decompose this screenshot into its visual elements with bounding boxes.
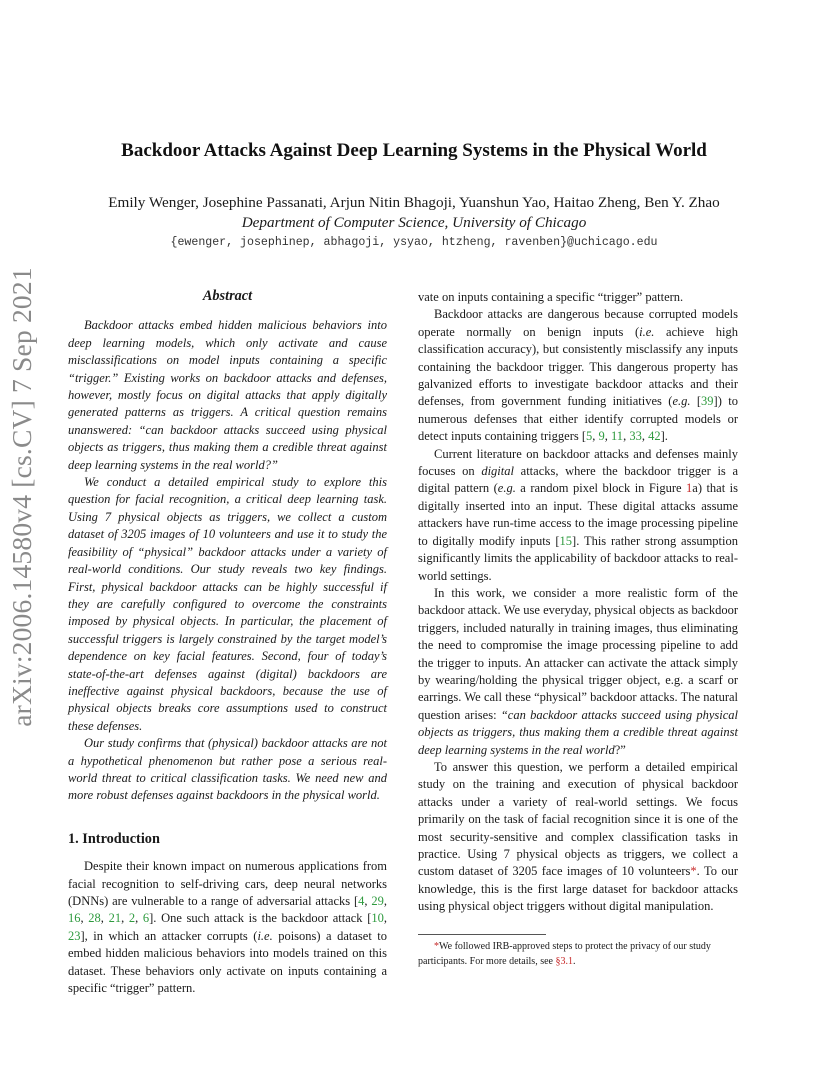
citation-link[interactable]: 9 bbox=[598, 429, 605, 444]
intro-paragraph-4: In this work, we consider a more realistic form of the backdoor attack. We use everyday, physical objects as backdoor triggers, included naturally in training images, thus eliminating the need to compromise the image processing pipeline to add the trigger to inputs. An attacker can activate the attack simply by wearing/holding the physical trigger object, e.g. a scarf or earrings. We call these “physical” backdoor attacks. The natural question arises: “can backdoor attacks succeed using physical objects as triggers, thus making them a credible threat against deep learning systems in the real world?” bbox=[418, 585, 739, 757]
citation-link[interactable]: 39 bbox=[701, 394, 714, 409]
intro-paragraph-5: To answer this question, we perform a detailed empirical study on the training and execution of physical backdoor attacks under a variety of real-world settings. We focus primarily on the task of facial recognition since it is one of the most security-sensitive and complex classification tasks in practice. Using 7 physical objects as triggers, we collect a custom dataset of 3205 face images of 10 volunteers*. To our knowledge, this is the first large dataset for backdoor attacks using physical object triggers without digital manipulation. bbox=[418, 759, 738, 914]
citation-group-2: 10, 23 bbox=[68, 911, 387, 943]
citation-link[interactable]: 23 bbox=[68, 928, 81, 943]
arxiv-identifier: arXiv:2006.14580v4 [cs.CV] 7 Sep 2021 bbox=[6, 267, 37, 727]
intro-paragraph-1-continued: vate on inputs containing a specific “trigger” pattern. bbox=[418, 290, 684, 304]
figure-reference-link[interactable]: 1 bbox=[686, 481, 693, 496]
citation-link[interactable]: 6 bbox=[142, 911, 150, 926]
citation-link[interactable]: 10 bbox=[371, 911, 384, 926]
arxiv-sidebar-stamp bbox=[2, 262, 42, 732]
citation-link[interactable]: 28 bbox=[88, 911, 101, 926]
abstract-section bbox=[68, 288, 387, 805]
footnote-marker-link[interactable]: * bbox=[690, 864, 697, 879]
right-column bbox=[418, 289, 738, 916]
section-reference-link[interactable]: §3.1 bbox=[555, 956, 573, 967]
intro-paragraph-1: Despite their known impact on numerous applications from facial recognition to self-driving cars, deep neural networks (DNNs) are vulnerable to a range of adversarial attacks [4, 29, 16, 28, 21, 2, 6]. One such attack is the backdoor attack [10, 23], in which an attacker corrupts (i.e. poisons) a dataset to embed hidden malicious behaviors into models trained on this dataset. These behaviors only activate on inputs containing a specific “trigger” pattern. bbox=[68, 859, 387, 996]
citation-link[interactable]: 5 bbox=[586, 429, 593, 444]
citation-link[interactable]: 11 bbox=[611, 429, 624, 444]
abstract-paragraph-1: Backdoor attacks embed hidden malicious behaviors into deep learning models, which only activate and cause misclassifications on model inputs containing a specific “trigger.” Existing works on backdoor attacks and defenses, however, mostly focus on digital attacks that apply digitally generated patterns as triggers. A critical question remains unanswered: “can backdoor attacks succeed using physical objects as triggers, thus making them a credible threat against deep learning systems in the real world?” bbox=[68, 318, 387, 472]
citation-link[interactable]: 42 bbox=[648, 429, 661, 444]
citation-link[interactable]: 29 bbox=[371, 894, 384, 908]
citation-link[interactable]: 21 bbox=[108, 911, 122, 926]
citation-link[interactable]: 15 bbox=[559, 533, 573, 548]
paper-title: Backdoor Attacks Against Deep Learning Systems in the Physical World bbox=[121, 140, 707, 161]
intro-paragraph-2: Backdoor attacks are dangerous because corrupted models operate normally on benign inputs (i.e. achieve high classification accuracy), but consistently misclassify any inputs containing the backdoor trigger. This dangerous property has galvanized efforts to investigate backdoor attacks and their defenses, from government funding initiatives (e.g. [39]) to numerous defenses that either identify corrupted models or detect inputs containing triggers [5, 9, 11, 33, 42]. bbox=[418, 307, 739, 444]
citation-link[interactable]: 16 bbox=[68, 911, 81, 926]
left-column bbox=[68, 288, 387, 997]
author-list: Emily Wenger, Josephine Passanati, Arjun Nitin Bhagoji, Yuanshun Yao, Haitao Zheng, Ben Y. Zhao bbox=[108, 194, 720, 211]
abstract-paragraph-2: We conduct a detailed empirical study to explore this question for facial recognition, a critical deep learning task. Using 7 physical objects as triggers, we collect a custom dataset of 3205 images of 10 volunteers and use it to study the feasibility of “physical” backdoor attacks under a variety of real-world conditions. Our study reveals two key findings. First, physical backdoor attacks can be highly successful if they are carefully configured to overcome the constraints imposed by physical objects. In particular, the placement of successful triggers is largely constrained by the target model’s dependence on key facial features. Second, four of today’s state-of-the-art defenses against (digital) backdoors are ineffective against physical backdoors, because the use of physical objects breaks core assumptions used to construct these defenses. bbox=[68, 475, 387, 733]
citation-group-3: 5, 9, 11, 33, 42 bbox=[586, 429, 661, 444]
citation-link[interactable]: 33 bbox=[629, 429, 642, 444]
footnote-rule bbox=[418, 934, 546, 935]
intro-heading: 1. Introduction bbox=[68, 830, 160, 847]
footnote: *We followed IRB-approved steps to protect the privacy of our study participants. For more details, see §3.1. bbox=[418, 941, 711, 967]
affiliation: Department of Computer Science, University of Chicago bbox=[241, 214, 587, 231]
citation-link[interactable]: 4 bbox=[358, 894, 365, 908]
citation-group-1: 4, 29, 16, 28, 21, 2, 6 bbox=[68, 894, 387, 926]
citation-link[interactable]: 2 bbox=[128, 911, 136, 926]
footnote-marker: * bbox=[434, 941, 439, 952]
author-emails: {ewenger, josephinep, abhagoji, ysyao, htzheng, ravenben}@uchicago.edu bbox=[170, 236, 658, 249]
abstract-heading: Abstract bbox=[202, 288, 253, 304]
abstract-paragraph-3: Our study confirms that (physical) backdoor attacks are not a hypothetical phenomenon but rather pose a serious real-world threat to critical classification tasks. We need new and more robust defenses against backdoors in the physical world. bbox=[68, 736, 387, 803]
intro-paragraph-3: Current literature on backdoor attacks and defenses mainly focuses on digital attacks, where the backdoor trigger is a digital pattern (e.g. a random pixel block in Figure 1a) that is digitally inserted into an input. These digital attacks assume attackers have run-time access to the image processing pipeline to digitally modify inputs [15]. This rather strong assumption significantly limits the applicability of backdoor attacks to real-world settings. bbox=[418, 446, 739, 583]
